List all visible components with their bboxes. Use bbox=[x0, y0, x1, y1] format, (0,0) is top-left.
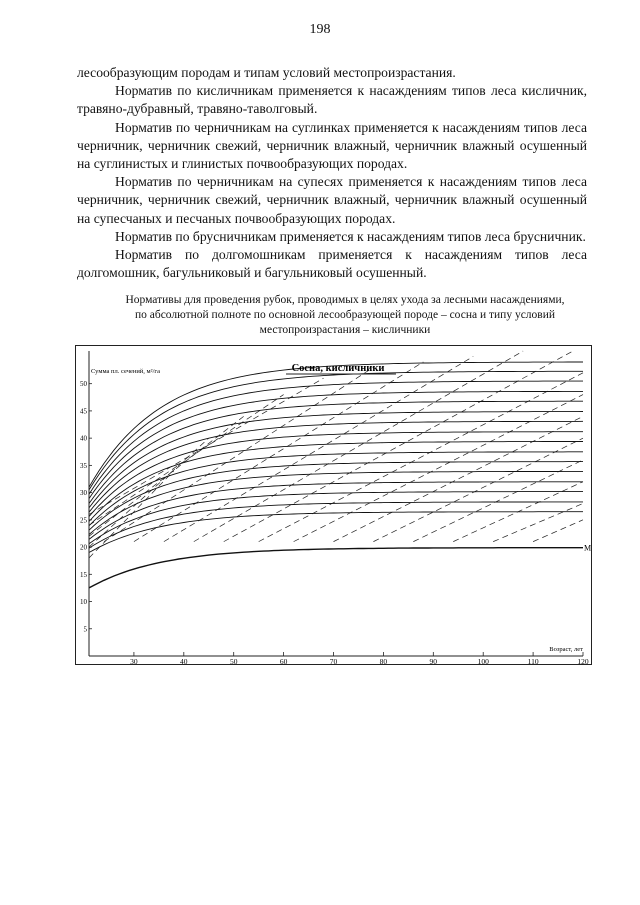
curve-line bbox=[89, 432, 583, 517]
y-tick-label: 20 bbox=[80, 543, 87, 552]
dashed-line bbox=[334, 416, 583, 541]
curve-line bbox=[89, 371, 583, 490]
dashed-line bbox=[89, 395, 284, 526]
chart-caption bbox=[60, 293, 630, 338]
y-tick-label: 25 bbox=[80, 516, 87, 525]
paragraph-chernichniki-suglinki: Норматив по черничникам на суглинках применяется к насаждениям типов леса черничник, черничник свежий, черничник влажный, черничник влажный осушенный на суглинистых и глинистых почвообразующих породах. bbox=[77, 119, 587, 172]
y-tick-label: 50 bbox=[80, 380, 87, 389]
x-axis-label: Возраст, лет bbox=[549, 646, 583, 653]
chart-frame bbox=[75, 345, 592, 665]
curve-label-m: М bbox=[584, 543, 591, 553]
x-tick-label: 50 bbox=[229, 657, 238, 664]
x-tick-label: 30 bbox=[130, 657, 138, 664]
dashed-line bbox=[259, 373, 583, 542]
y-tick-label: 15 bbox=[80, 570, 87, 579]
paragraph-continuation: лесообразующим породам и типам условий местопроизрастания. bbox=[77, 65, 456, 80]
curve-m bbox=[89, 548, 583, 588]
x-tick-label: 40 bbox=[180, 657, 188, 664]
paragraph-brusnichniki: Норматив по брусничникам применяется к насаждениям типов леса брусничник. bbox=[115, 228, 586, 244]
x-tick-label: 110 bbox=[527, 657, 539, 664]
paragraph-chernichniki-supesi: Норматив по черничникам на супесях применяется к насаждениям типов леса черничник, черничник свежий, черничник влажный, черничник влажный осушенный на супесчаных и песчаных почвообразующих породах. bbox=[77, 174, 587, 226]
curve-line bbox=[89, 492, 583, 544]
x-tick-label: 70 bbox=[329, 657, 338, 664]
y-tick-label: 40 bbox=[80, 434, 87, 443]
paragraph-kislichniki: Норматив по кисличникам применяется к насаждениям типов леса кисличник, травяно-дубравный, травяно-таволговый. bbox=[77, 83, 587, 117]
paragraph-dolgomoshniki: Норматив по долгомошникам применяется к насаждениям типов леса долгомошник, багульниковый и багульниковый осушенный. bbox=[77, 247, 587, 281]
dashed-line bbox=[294, 395, 583, 542]
dashed-line bbox=[493, 504, 583, 542]
curve-line bbox=[89, 391, 583, 498]
x-tick-label: 60 bbox=[279, 657, 288, 664]
y-tick-label: 5 bbox=[83, 625, 87, 634]
caption-line-1: Нормативы для проведения рубок, проводимых в целях ухода за лесными насаждениями, bbox=[125, 294, 565, 306]
y-axis-label: Сумма пл. сечений, м²/га bbox=[91, 368, 160, 375]
caption-line-3: местопроизрастания – кисличники bbox=[259, 324, 431, 336]
y-tick-label: 30 bbox=[80, 489, 87, 498]
y-tick-label: 45 bbox=[80, 407, 87, 416]
dashed-line bbox=[373, 438, 583, 541]
y-tick-label: 10 bbox=[80, 598, 87, 607]
x-tick-label: 120 bbox=[577, 657, 589, 664]
curve-line bbox=[89, 362, 583, 487]
x-tick-label: 80 bbox=[379, 657, 388, 664]
y-tick-label: 35 bbox=[80, 461, 87, 470]
page-number: 198 bbox=[309, 22, 331, 37]
dashed-line bbox=[164, 356, 473, 541]
ticks bbox=[80, 380, 589, 664]
curve-line bbox=[89, 421, 583, 512]
x-tick-label: 100 bbox=[477, 657, 489, 664]
x-tick-label: 90 bbox=[429, 657, 438, 664]
dashed-line bbox=[533, 520, 583, 542]
curve-line bbox=[89, 452, 583, 526]
chart bbox=[76, 346, 591, 664]
body-text bbox=[77, 64, 587, 282]
curve-line bbox=[89, 482, 583, 540]
caption-line-2: по абсолютной полноте по основной лесообразующей породе – сосна и типу условий bbox=[134, 309, 556, 321]
chart-title: Сосна, кисличники bbox=[291, 363, 385, 374]
curve-line bbox=[89, 502, 583, 548]
